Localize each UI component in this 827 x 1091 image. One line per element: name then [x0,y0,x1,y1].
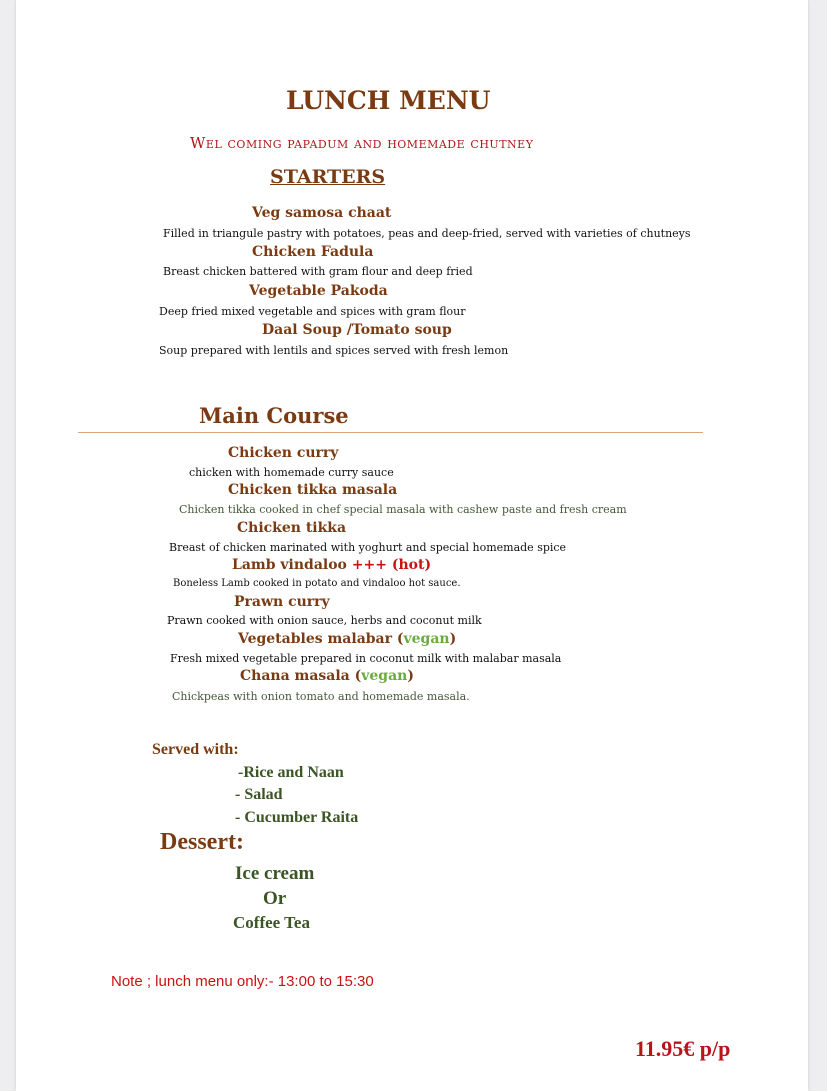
main-desc: Boneless Lamb cooked in potato and vindaloo hot sauce. [173,578,461,589]
main-name [238,631,456,647]
main-name: Prawn curry [234,594,330,610]
dessert-item: Ice cream [235,863,315,884]
dish-name-close: ) [449,631,457,647]
served-item: -Rice and Naan [238,764,344,781]
section-divider [78,432,703,433]
main-name: Chicken curry [228,445,339,461]
main-name: Chicken tikka [237,520,347,536]
dish-name-text: Lamb vindaloo [232,557,352,573]
main-desc: Breast of chicken marinated with yoghurt and special homemade spice [169,541,567,554]
vegan-tag: vegan [361,668,408,684]
starter-name: Veg samosa chaat [252,205,392,221]
dish-name-text: Vegetables malabar ( [238,631,404,647]
starter-desc: Filled in triangule pastry with potatoes, peas and deep-fried, served with varieties of chutneys [163,227,691,240]
starter-name: Vegetable Pakoda [249,283,388,299]
starter-desc: Soup prepared with lentils and spices served with fresh lemon [159,344,509,357]
vegan-tag: vegan [403,631,450,647]
dish-name-text: Chana masala ( [240,668,362,684]
main-name: Chicken tikka masala [228,482,398,498]
served-with-heading: Served with: [152,741,239,758]
menu-title: LUNCH MENU [286,86,491,115]
dessert-or: Or [263,888,287,909]
main-desc: chicken with homemade curry sauce [189,466,394,479]
main-desc: Prawn cooked with onion sauce, herbs and coconut milk [167,614,482,627]
dish-name-close: ) [407,668,414,684]
main-name [240,668,414,684]
served-item: - Cucumber Raita [235,809,359,826]
starter-desc: Deep fried mixed vegetable and spices with gram flour [159,305,466,318]
main-name [232,557,431,573]
main-course-heading: Main Course [199,403,349,428]
served-item: - Salad [235,786,283,803]
hot-tag: +++ (hot) [351,557,432,573]
dessert-item: Coffee Tea [233,913,310,932]
starter-name: Daal Soup /Tomato soup [262,322,452,338]
starters-heading: STARTERS [270,166,386,188]
menu-page [16,0,808,1091]
main-desc: Chicken tikka cooked in chef special masala with cashew paste and fresh cream [179,503,627,516]
welcome-line: Wel coming papadum and homemade chutney [190,134,534,152]
starter-desc: Breast chicken battered with gram flour and deep fried [163,265,473,278]
main-desc: Chickpeas with onion tomato and homemade masala. [172,690,470,703]
starter-name: Chicken Fadula [252,244,374,260]
note-text: Note ; lunch menu only:- 13:00 to 15:30 [111,973,374,990]
dessert-heading: Dessert: [160,829,244,855]
main-desc: Fresh mixed vegetable prepared in coconut milk with malabar masala [170,652,562,665]
price-text: 11.95€ p/p [635,1036,731,1061]
